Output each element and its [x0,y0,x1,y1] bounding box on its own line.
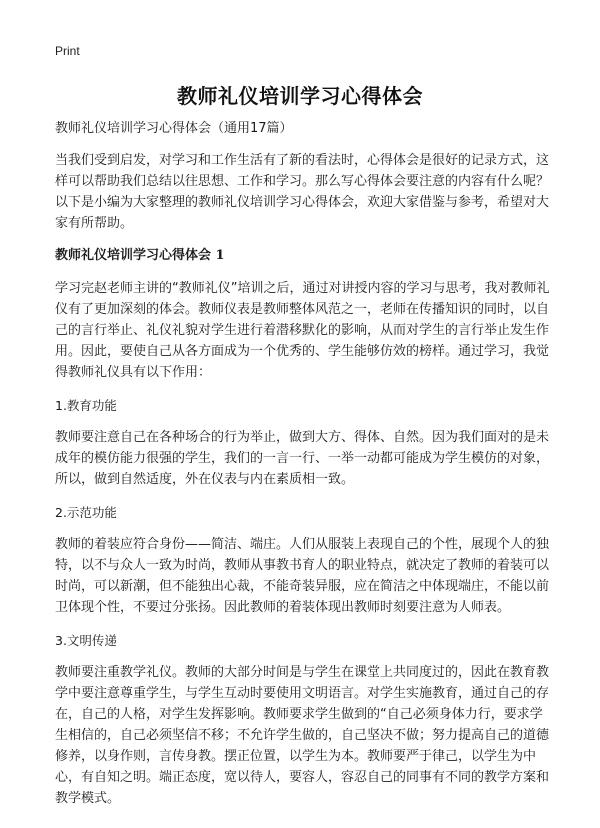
print-link[interactable]: Print [55,44,80,58]
point-heading-civility: 3.文明传递 [55,633,117,648]
point-heading-education: 1.教育功能 [55,398,117,413]
article-body [55,118,551,821]
article-subtitle: 教师礼仪培训学习心得体会（通用17篇） [55,121,293,136]
point-heading-demonstration: 2.示范功能 [55,505,117,520]
point-text-civility: 教师要注重教学礼仪。教师的大部分时间是与学生在课堂上共同度过的，因此在教育教学中要注意尊重学生，与学生互动时要使用文明语言。对学生实施教育，通过自己的存在，自己的人格，对学生发挥影响。教师要求学生做到的“自己必须身体力行，要求学生相信的，自己必须坚信不移；不允许学生做的，自己坚决不做；努力提高自己的道德修养，以身作则，言传身教。摆正位置，以学生为本。教师要严于律己，以学生为中心，有自知之明。端正态度，宽以待人，要容人，容忍自己的同事有不同的教学方案和教学模式。 [55,665,550,806]
point-text-education: 教师要注意自己在各种场合的行为举止，做到大方、得体、自然。因为我们面对的是未成年的模仿能力很强的学生，我们的一言一行、一举一动都可能成为学生模仿的对象，所以，做到自然适度，外在仪表与内在素质相一致。 [55,430,550,487]
intro-paragraph: 当我们受到启发，对学习和工作生活有了新的看法时，心得体会是很好的记录方式，这样可以帮助我们总结以往思想、工作和学习。那么写心得体会要注意的内容有什么呢？以下是小编为大家整理的教师礼仪培训学习心得体会，欢迎大家借鉴与参考，希望对大家有所帮助。 [55,153,550,231]
point-text-demonstration: 教师的着装应符合身份——简洁、端庄。人们从服装上表现自己的个性，展现个人的独特，以不与众人一致为时尚，教师从事教书育人的职业特点，就决定了教师的着装可以时尚，可以新潮，但不能独出心裁，不能奇装异服，应在简洁之中体现端庄，不能以前卫体现个性，不要过分张扬。因此教师的着装体现出教师时刻要注意为人师表。 [55,537,550,615]
section-heading: 教师礼仪培训学习心得体会 1 [55,248,225,263]
page-title: 教师礼仪培训学习心得体会 [177,84,423,108]
section-intro-paragraph: 学习完赵老师主讲的“教师礼仪”培训之后，通过对讲授内容的学习与思考，我对教师礼仪有了更加深刻的体会。教师仪表是教师整体风范之一，老师在传播知识的同时，以自己的言行举止、礼仪礼貌对学生进行着潜移默化的影响，从而对学生的言行举止发生作用。因此，要使自己从各方面成为一个优秀的、学生能够仿效的榜样。通过学习，我觉得教师礼仪具有以下作用： [55,281,550,380]
